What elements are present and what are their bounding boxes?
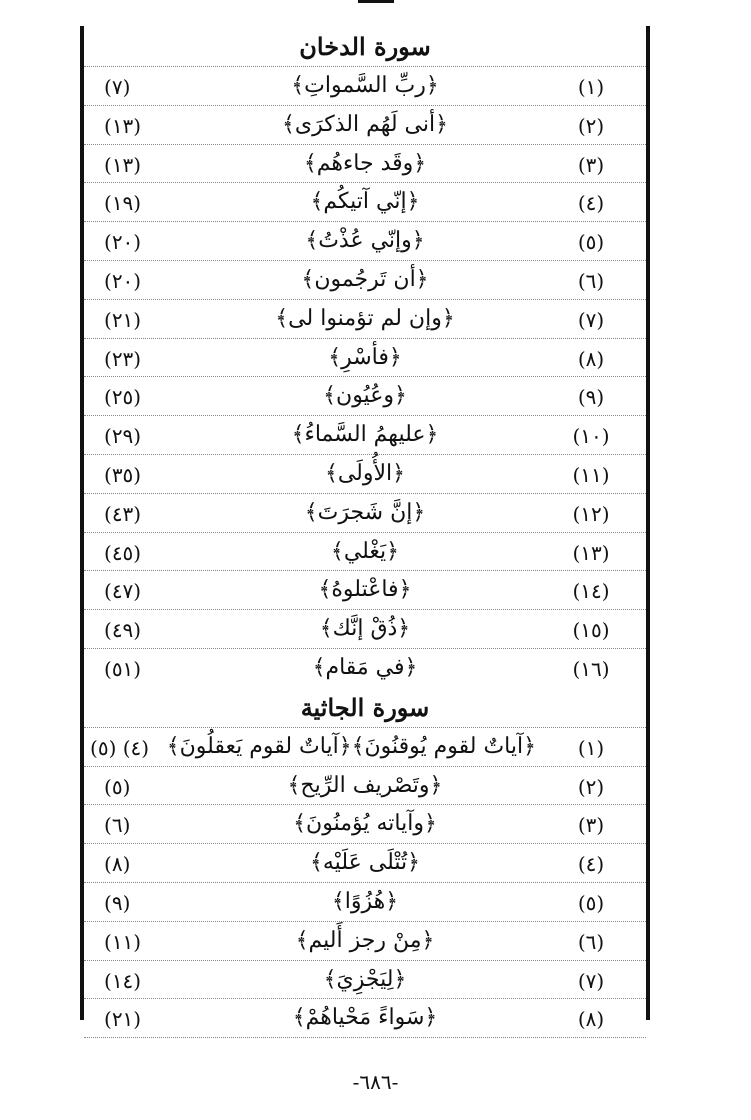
table-row (84, 261, 646, 300)
row-phrase: ﴿وآياته يُؤمنُونَ﴾ (293, 811, 437, 837)
row-phrase: ﴿هُزُوًا﴾ (331, 888, 399, 914)
row-number: (١١) (572, 462, 610, 487)
row-number: (١٥) (572, 618, 610, 643)
row-phrase: ﴿مِنْ رجز أَليم﴾ (295, 927, 435, 953)
row-reference: (٩) (104, 890, 131, 915)
table-row (84, 571, 646, 610)
row-number: (١) (577, 75, 605, 99)
row-number: (١٠) (572, 424, 610, 449)
row-phrase: ﴿وقَد جاءهُم﴾ (303, 150, 427, 176)
row-phrase: ﴿وتَصْريف الرِّيح﴾ (287, 772, 443, 798)
table-row (84, 805, 646, 844)
row-phrase: ﴿أنى لَهُم الذكرَى﴾ (281, 111, 449, 137)
top-rule (358, 0, 394, 3)
row-reference: (٦) (104, 813, 131, 838)
table-row (84, 999, 646, 1038)
row-reference: (٢١) (104, 1007, 142, 1032)
table-row (84, 67, 646, 106)
row-reference: (٤٣) (104, 501, 142, 526)
row-number: (٩) (577, 385, 605, 410)
row-number: (٨) (577, 346, 605, 371)
row-phrase: ﴿فأسْرِ﴾ (328, 344, 402, 370)
row-reference: (٣٥) (104, 462, 142, 487)
table-frame (80, 26, 650, 1032)
table-row (84, 767, 646, 806)
table-row (84, 922, 646, 961)
row-phrase: ﴿ربِّ السَّمواتِ﴾ (291, 73, 439, 98)
row-reference: (٢٣) (104, 346, 142, 371)
row-number: (٧) (577, 307, 605, 332)
row-number: (١٤) (572, 579, 610, 604)
row-phrase: ﴿الأُولَى﴾ (324, 460, 406, 486)
row-reference: (٢٠) (104, 268, 142, 293)
table-row (84, 183, 646, 222)
row-phrase: ﴿تُتْلَى عَلَيْه﴾ (310, 850, 420, 876)
row-reference: (٧) (104, 75, 131, 99)
row-phrase: ﴿وإنّي عُذْتُ﴾ (305, 228, 425, 254)
row-number: (١٢) (572, 501, 610, 526)
row-reference: (٢٠) (104, 230, 142, 255)
table-row (84, 961, 646, 1000)
row-reference: (٤٥) (104, 540, 142, 565)
surah-title: سورة الجاثية (84, 689, 646, 728)
row-number: (٥) (577, 230, 605, 255)
row-number: (٤) (577, 191, 605, 216)
row-reference: (١٤) (104, 968, 142, 993)
table-row (84, 494, 646, 533)
row-phrase: ﴿سَواءً مَحْياهُمْ﴾ (292, 1005, 438, 1031)
row-phrase: ﴿يَغْلي﴾ (330, 538, 400, 564)
row-reference: (١٣) (104, 113, 142, 138)
row-phrase: ﴿لِيَجْزِيَ﴾ (323, 966, 407, 992)
table-row (84, 377, 646, 416)
row-number: (١٦) (572, 656, 610, 681)
table-row (84, 145, 646, 184)
row-phrase: ﴿أن تَرجُمون﴾ (301, 266, 429, 292)
table-row (84, 844, 646, 883)
row-phrase: ﴿إنّي آتيكُم﴾ (310, 189, 420, 215)
row-number: (١٣) (572, 540, 610, 565)
row-phrase: ﴿في مَقام﴾ (312, 654, 418, 680)
table-row (84, 339, 646, 378)
row-reference: (١٩) (104, 191, 142, 216)
row-reference: (٤) (٥) (90, 735, 150, 760)
table-row (84, 728, 646, 767)
row-number: (٣) (577, 813, 605, 838)
table-row (84, 455, 646, 494)
table-content (84, 26, 646, 1038)
row-reference: (٤٩) (104, 618, 142, 643)
table-row (84, 222, 646, 261)
row-reference: (٢١) (104, 307, 142, 332)
row-number: (٥) (577, 890, 605, 915)
row-reference: (١٣) (104, 152, 142, 177)
row-phrase: ﴿عليهمُ السَّماءُ﴾ (291, 422, 439, 448)
table-row (84, 649, 646, 687)
row-number: (٦) (577, 268, 605, 293)
table-row (84, 883, 646, 922)
row-phrase: ﴿وإن لم تؤمنوا لى﴾ (275, 305, 455, 331)
surah-title: سورة الدخان (84, 28, 646, 67)
row-number: (٣) (577, 152, 605, 177)
page-number: -٦٨٦- (352, 1070, 399, 1094)
table-row (84, 533, 646, 572)
row-number: (١) (577, 735, 605, 760)
row-number: (٨) (577, 1007, 605, 1032)
row-reference: (٢٥) (104, 385, 142, 410)
table-row (84, 300, 646, 339)
row-reference: (٨) (104, 852, 131, 877)
row-phrase: ﴿فاعْتلوهُ﴾ (318, 577, 412, 603)
table-row (84, 416, 646, 455)
table-row (84, 106, 646, 145)
row-phrase: ﴿إنَّ شَجرَتَ﴾ (304, 499, 426, 525)
row-reference: (٤٧) (104, 579, 142, 604)
row-number: (٢) (577, 113, 605, 138)
row-phrase: ﴿آياتٌ لقوم يُوقنُونَ﴾﴿آياتٌ لقوم يَعقلُونَ﴾ (166, 733, 536, 759)
row-number: (٦) (577, 929, 605, 954)
row-number: (٤) (577, 852, 605, 877)
table-row (84, 610, 646, 649)
row-reference: (٥) (104, 774, 131, 799)
row-reference: (٢٩) (104, 424, 142, 449)
row-number: (٧) (577, 968, 605, 993)
row-number: (٢) (577, 774, 605, 799)
row-phrase: ﴿وعُيُون﴾ (323, 383, 407, 409)
row-reference: (١١) (104, 929, 142, 954)
row-phrase: ﴿ذُقْ إنَّك﴾ (319, 616, 411, 642)
row-reference: (٥١) (104, 656, 142, 681)
